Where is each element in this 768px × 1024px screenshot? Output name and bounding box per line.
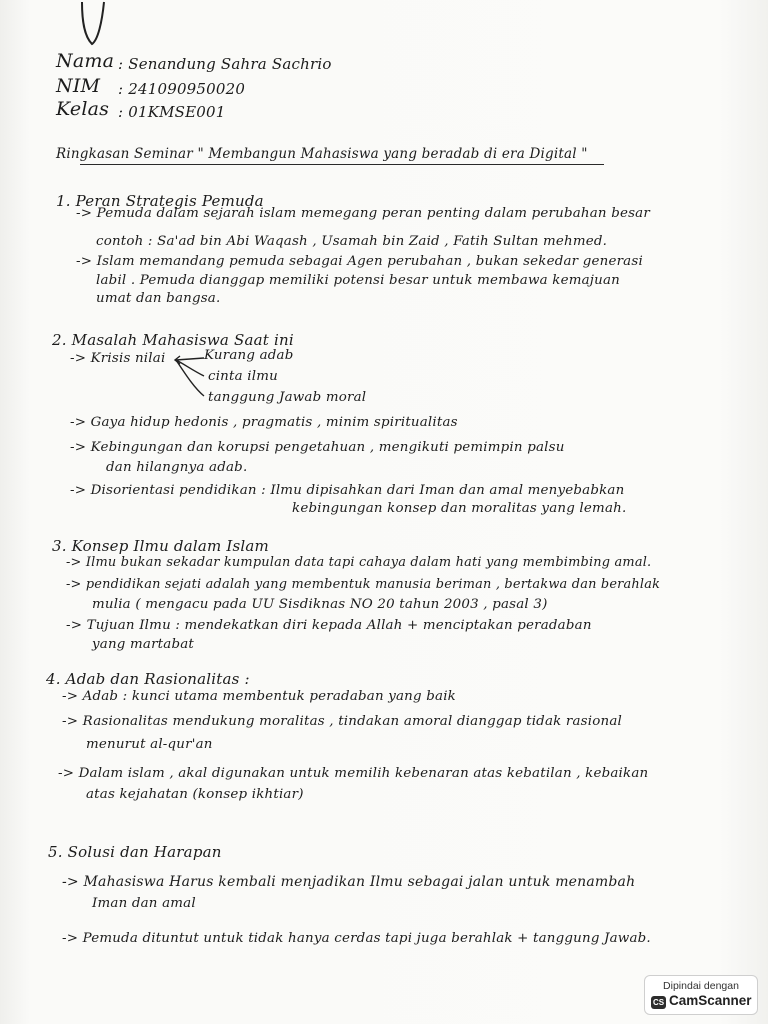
section-1-line: labil . Pemuda dianggap memiliki potensi besar untuk membawa kemajuan	[96, 273, 620, 288]
watermark-caption: Dipindai dengan	[663, 980, 739, 992]
name-value: : Senandung Sahra Sachrio	[118, 55, 332, 73]
section-4-line: -> Dalam islam , akal digunakan untuk memilih kebenaran atas kebatilan , kebaikan	[58, 766, 649, 781]
section-2-line: -> Kebingungan dan korupsi pengetahuan , mengikuti pemimpin palsu	[70, 440, 565, 455]
nim-label: NIM	[56, 75, 101, 97]
branch-item: tanggung Jawab moral	[208, 390, 367, 405]
section-1-line: umat dan bangsa.	[96, 291, 221, 306]
name-label: Nama	[56, 50, 115, 72]
section-5-line: -> Pemuda dituntut untuk tidak hanya cerdas tapi juga berahlak + tanggung Jawab.	[62, 931, 651, 946]
section-2-line: -> Disorientasi pendidikan : Ilmu dipisahkan dari Iman dan amal menyebabkan	[70, 483, 625, 498]
section-1-heading: 1. Peran Strategis Pemuda	[56, 192, 264, 210]
section-3-line: -> pendidikan sejati adalah yang membentuk manusia beriman , bertakwa dan berahlak	[66, 577, 661, 592]
top-pen-mark	[78, 0, 108, 48]
section-1-line: -> Pemuda dalam sejarah islam memegang peran penting dalam perubahan besar	[76, 206, 650, 221]
section-4-line: atas kejahatan (konsep ikhtiar)	[86, 787, 304, 802]
nim-value: : 241090950020	[118, 80, 246, 98]
section-4-line: menurut al-qur'an	[86, 737, 213, 752]
section-1-line: -> Islam memandang pemuda sebagai Agen perubahan , bukan sekedar generasi	[76, 254, 643, 269]
section-4-heading: 4. Adab dan Rasionalitas :	[46, 670, 250, 688]
branch-item: Kurang adab	[204, 348, 294, 363]
class-value: : 01KMSE001	[118, 103, 226, 121]
camscanner-watermark	[644, 975, 758, 1015]
section-4-line: -> Rasionalitas mendukung moralitas , tindakan amoral dianggap tidak rasional	[62, 714, 622, 729]
section-2-line: -> Gaya hidup hedonis , pragmatis , minim spiritualitas	[70, 415, 458, 430]
section-5-line: -> Mahasiswa Harus kembali menjadikan Ilmu sebagai jalan untuk menambah	[62, 874, 636, 890]
crisis-label: -> Krisis nilai	[70, 351, 166, 366]
section-5-heading: 5. Solusi dan Harapan	[48, 843, 222, 861]
section-4-line: -> Adab : kunci utama membentuk peradaban yang baik	[62, 689, 456, 704]
section-3-line: -> Tujuan Ilmu : mendekatkan diri kepada Allah + menciptakan peradaban	[66, 618, 592, 633]
section-3-heading: 3. Konsep Ilmu dalam Islam	[52, 537, 269, 555]
branch-item: cinta ilmu	[208, 369, 278, 384]
section-3-line: yang martabat	[92, 637, 194, 652]
section-3-line: mulia ( mengacu pada UU Sisdiknas NO 20 tahun 2003 , pasal 3)	[92, 597, 548, 612]
section-5-line: Iman dan amal	[92, 896, 196, 911]
watermark-brand: CamScanner	[669, 993, 752, 1008]
branch-arrows	[172, 352, 208, 402]
section-2-heading: 2. Masalah Mahasiswa Saat ini	[52, 331, 294, 349]
title-underline	[80, 164, 604, 165]
camscanner-logo-icon: CS	[652, 998, 665, 1007]
section-3-line: -> Ilmu bukan sekadar kumpulan data tapi cahaya dalam hati yang membimbing amal.	[66, 555, 652, 570]
class-label: Kelas	[56, 98, 110, 120]
document-title: Ringkasan Seminar " Membangun Mahasiswa yang beradab di era Digital "	[56, 146, 588, 162]
section-2-line: kebingungan konsep dan moralitas yang lemah.	[292, 501, 627, 516]
section-1-line: contoh : Sa'ad bin Abi Waqash , Usamah bin Zaid , Fatih Sultan mehmed.	[96, 234, 608, 249]
section-2-line: dan hilangnya adab.	[106, 460, 248, 475]
